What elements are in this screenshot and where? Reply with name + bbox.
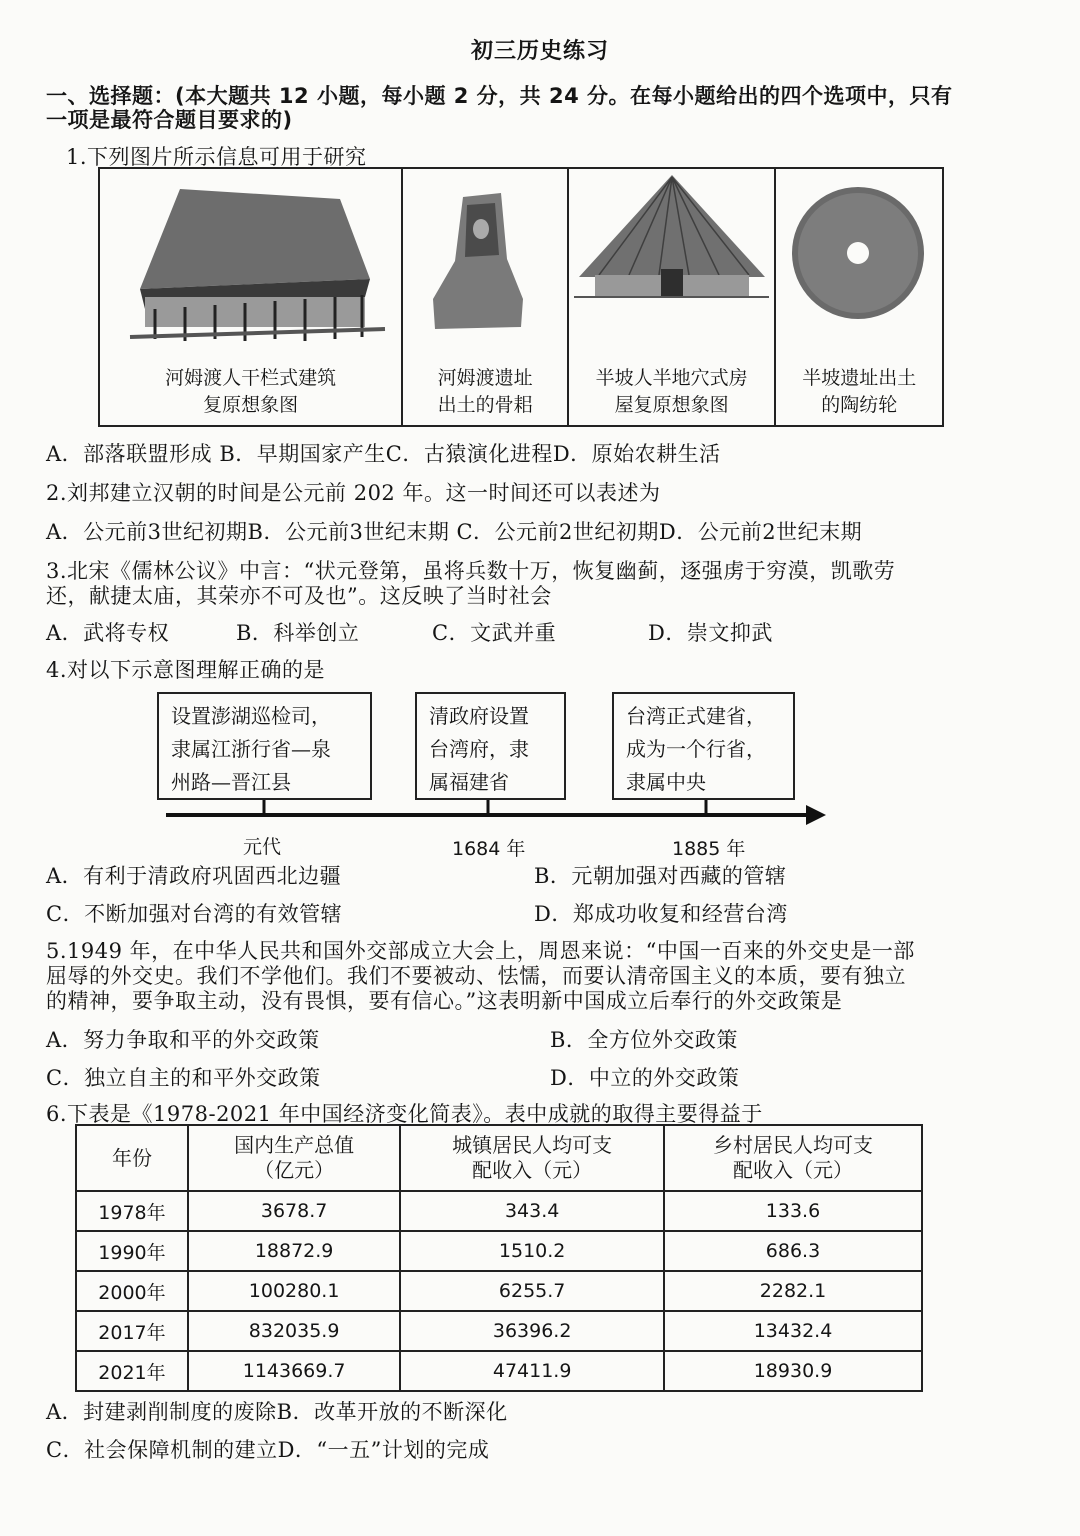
q5-option-b: B．全方位外交政策: [550, 1028, 738, 1052]
q1-image-cell-1: [100, 169, 403, 425]
section-heading-line2: 一项是最符合题目要求的): [46, 108, 293, 132]
thatched-hut-icon: [569, 169, 775, 369]
q5-option-c: C．独立自主的和平外交政策: [46, 1066, 321, 1090]
cell-year: 2021年: [76, 1351, 188, 1391]
q1-image-cell-2: [403, 169, 569, 425]
q3-stem-line2: 还，献捷太庙，其荣亦不可及也”。这反映了当时社会: [46, 584, 552, 608]
q1-image-cell-3: [569, 169, 777, 425]
cell-gdp: 18872.9: [188, 1231, 400, 1271]
cell-year: 2000年: [76, 1271, 188, 1311]
q4-option-c: C．不断加强对台湾的有效管辖: [46, 902, 343, 926]
q6-options-line1: A．封建剥削制度的废除B．改革开放的不断深化: [46, 1400, 508, 1424]
q4-stem: 4.对以下示意图理解正确的是: [46, 658, 326, 682]
q1-caption-1: 河姆渡人干栏式建筑 复原想象图: [165, 367, 337, 416]
cell-rural: 133.6: [664, 1191, 922, 1231]
q6-options-line2: C．社会保障机制的建立D．“一五”计划的完成: [46, 1438, 490, 1462]
q4-option-d: D．郑成功收复和经营台湾: [534, 902, 788, 926]
q3-option-b: B．科举创立: [236, 621, 360, 645]
q1-image-strip: [98, 167, 944, 427]
table-row: [76, 1191, 922, 1231]
header-year: 年份: [76, 1125, 188, 1191]
q1-image-cell-4: [776, 169, 942, 425]
cell-rural: 13432.4: [664, 1311, 922, 1351]
cell-gdp: 100280.1: [188, 1271, 400, 1311]
cell-rural: 686.3: [664, 1231, 922, 1271]
bone-spade-icon: [403, 169, 567, 369]
q5-stem-line3: 的精神，要争取主动，没有畏惧，要有信心。”这表明新中国成立后奉行的外交政策是: [46, 989, 843, 1013]
timeline-label-yuan: 元代: [243, 836, 282, 858]
table-row: [76, 1231, 922, 1271]
q3-option-c: C．文武并重: [432, 621, 557, 645]
table-row: [76, 1271, 922, 1311]
timeline-box-1684: 清政府设置 台湾府，隶 属福建省: [415, 692, 566, 800]
table-row: [76, 1311, 922, 1351]
timeline-label-1684: 1684 年: [452, 838, 526, 860]
q4-option-a: A．有利于清政府巩固西北边疆: [46, 864, 342, 888]
table-row: [76, 1351, 922, 1391]
table-header-row: [76, 1125, 922, 1191]
timeline-box-1885: 台湾正式建省， 成为一个行省， 隶属中央: [612, 692, 795, 800]
timeline-arrow: [160, 795, 830, 835]
header-gdp: 国内生产总值 （亿元）: [188, 1125, 400, 1191]
q2-options: A．公元前3世纪初期B．公元前3世纪末期 C．公元前2世纪初期D．公元前2世纪末期: [46, 520, 863, 544]
economy-table: [75, 1124, 923, 1392]
cell-urban: 6255.7: [400, 1271, 664, 1311]
timeline-box-yuan: 设置澎湖巡检司， 隶属江浙行省—泉 州路—晋江县: [157, 692, 372, 800]
q3-option-a: A．武将专权: [46, 621, 170, 645]
q4-option-b: B．元朝加强对西藏的管辖: [534, 864, 787, 888]
cell-gdp: 1143669.7: [188, 1351, 400, 1391]
q1-caption-4: 半坡遗址出土 的陶纺轮: [802, 367, 917, 416]
q2-stem: 2.刘邦建立汉朝的时间是公元前 202 年。这一时间还可以表述为: [46, 481, 661, 505]
cell-urban: 1510.2: [400, 1231, 664, 1271]
q5-option-d: D．中立的外交政策: [550, 1066, 740, 1090]
cell-urban: 47411.9: [400, 1351, 664, 1391]
q3-stem-line1: 3.北宋《儒林公议》中言：“状元登第，虽将兵数十万，恢复幽蓟，逐强虏于穷漠，凯歌劳: [46, 559, 896, 583]
cell-year: 1990年: [76, 1231, 188, 1271]
header-urban-income: 城镇居民人均可支 配收入（元）: [400, 1125, 664, 1191]
cell-gdp: 3678.7: [188, 1191, 400, 1231]
q1-caption-3: 半坡人半地穴式房 屋复原想象图: [595, 367, 748, 416]
q5-stem-line2: 屈辱的外交史。我们不学他们。我们不要被动、怯懦，而要认清帝国主义的本质，要有独立: [46, 964, 906, 988]
stilt-house-icon: [100, 169, 402, 369]
cell-year: 1978年: [76, 1191, 188, 1231]
cell-year: 2017年: [76, 1311, 188, 1351]
cell-rural: 18930.9: [664, 1351, 922, 1391]
pottery-spindle-whorl-icon: [776, 169, 942, 369]
q6-stem: 6.下表是《1978-2021 年中国经济变化简表》。表中成就的取得主要得益于: [46, 1102, 763, 1126]
section-heading-line1: 一、选择题：(本大题共 12 小题，每小题 2 分，共 24 分。在每小题给出的四个选项中，只有: [46, 84, 953, 108]
q1-caption-2: 河姆渡遗址 出土的骨耜: [437, 367, 533, 416]
q5-option-a: A．努力争取和平的外交政策: [46, 1028, 320, 1052]
q1-options: A．部落联盟形成 B．早期国家产生C．古猿演化进程D．原始农耕生活: [46, 442, 721, 466]
header-rural-income: 乡村居民人均可支 配收入（元）: [664, 1125, 922, 1191]
cell-gdp: 832035.9: [188, 1311, 400, 1351]
q3-option-d: D．崇文抑武: [648, 621, 773, 645]
page-title: 初三历史练习: [470, 39, 609, 64]
cell-urban: 343.4: [400, 1191, 664, 1231]
q5-stem-line1: 5.1949 年，在中华人民共和国外交部成立大会上，周恩来说：“中国一百来的外交史是一部: [46, 939, 915, 963]
cell-rural: 2282.1: [664, 1271, 922, 1311]
timeline-label-1885: 1885 年: [672, 838, 746, 860]
q1-stem: 1.下列图片所示信息可用于研究: [66, 145, 367, 169]
cell-urban: 36396.2: [400, 1311, 664, 1351]
